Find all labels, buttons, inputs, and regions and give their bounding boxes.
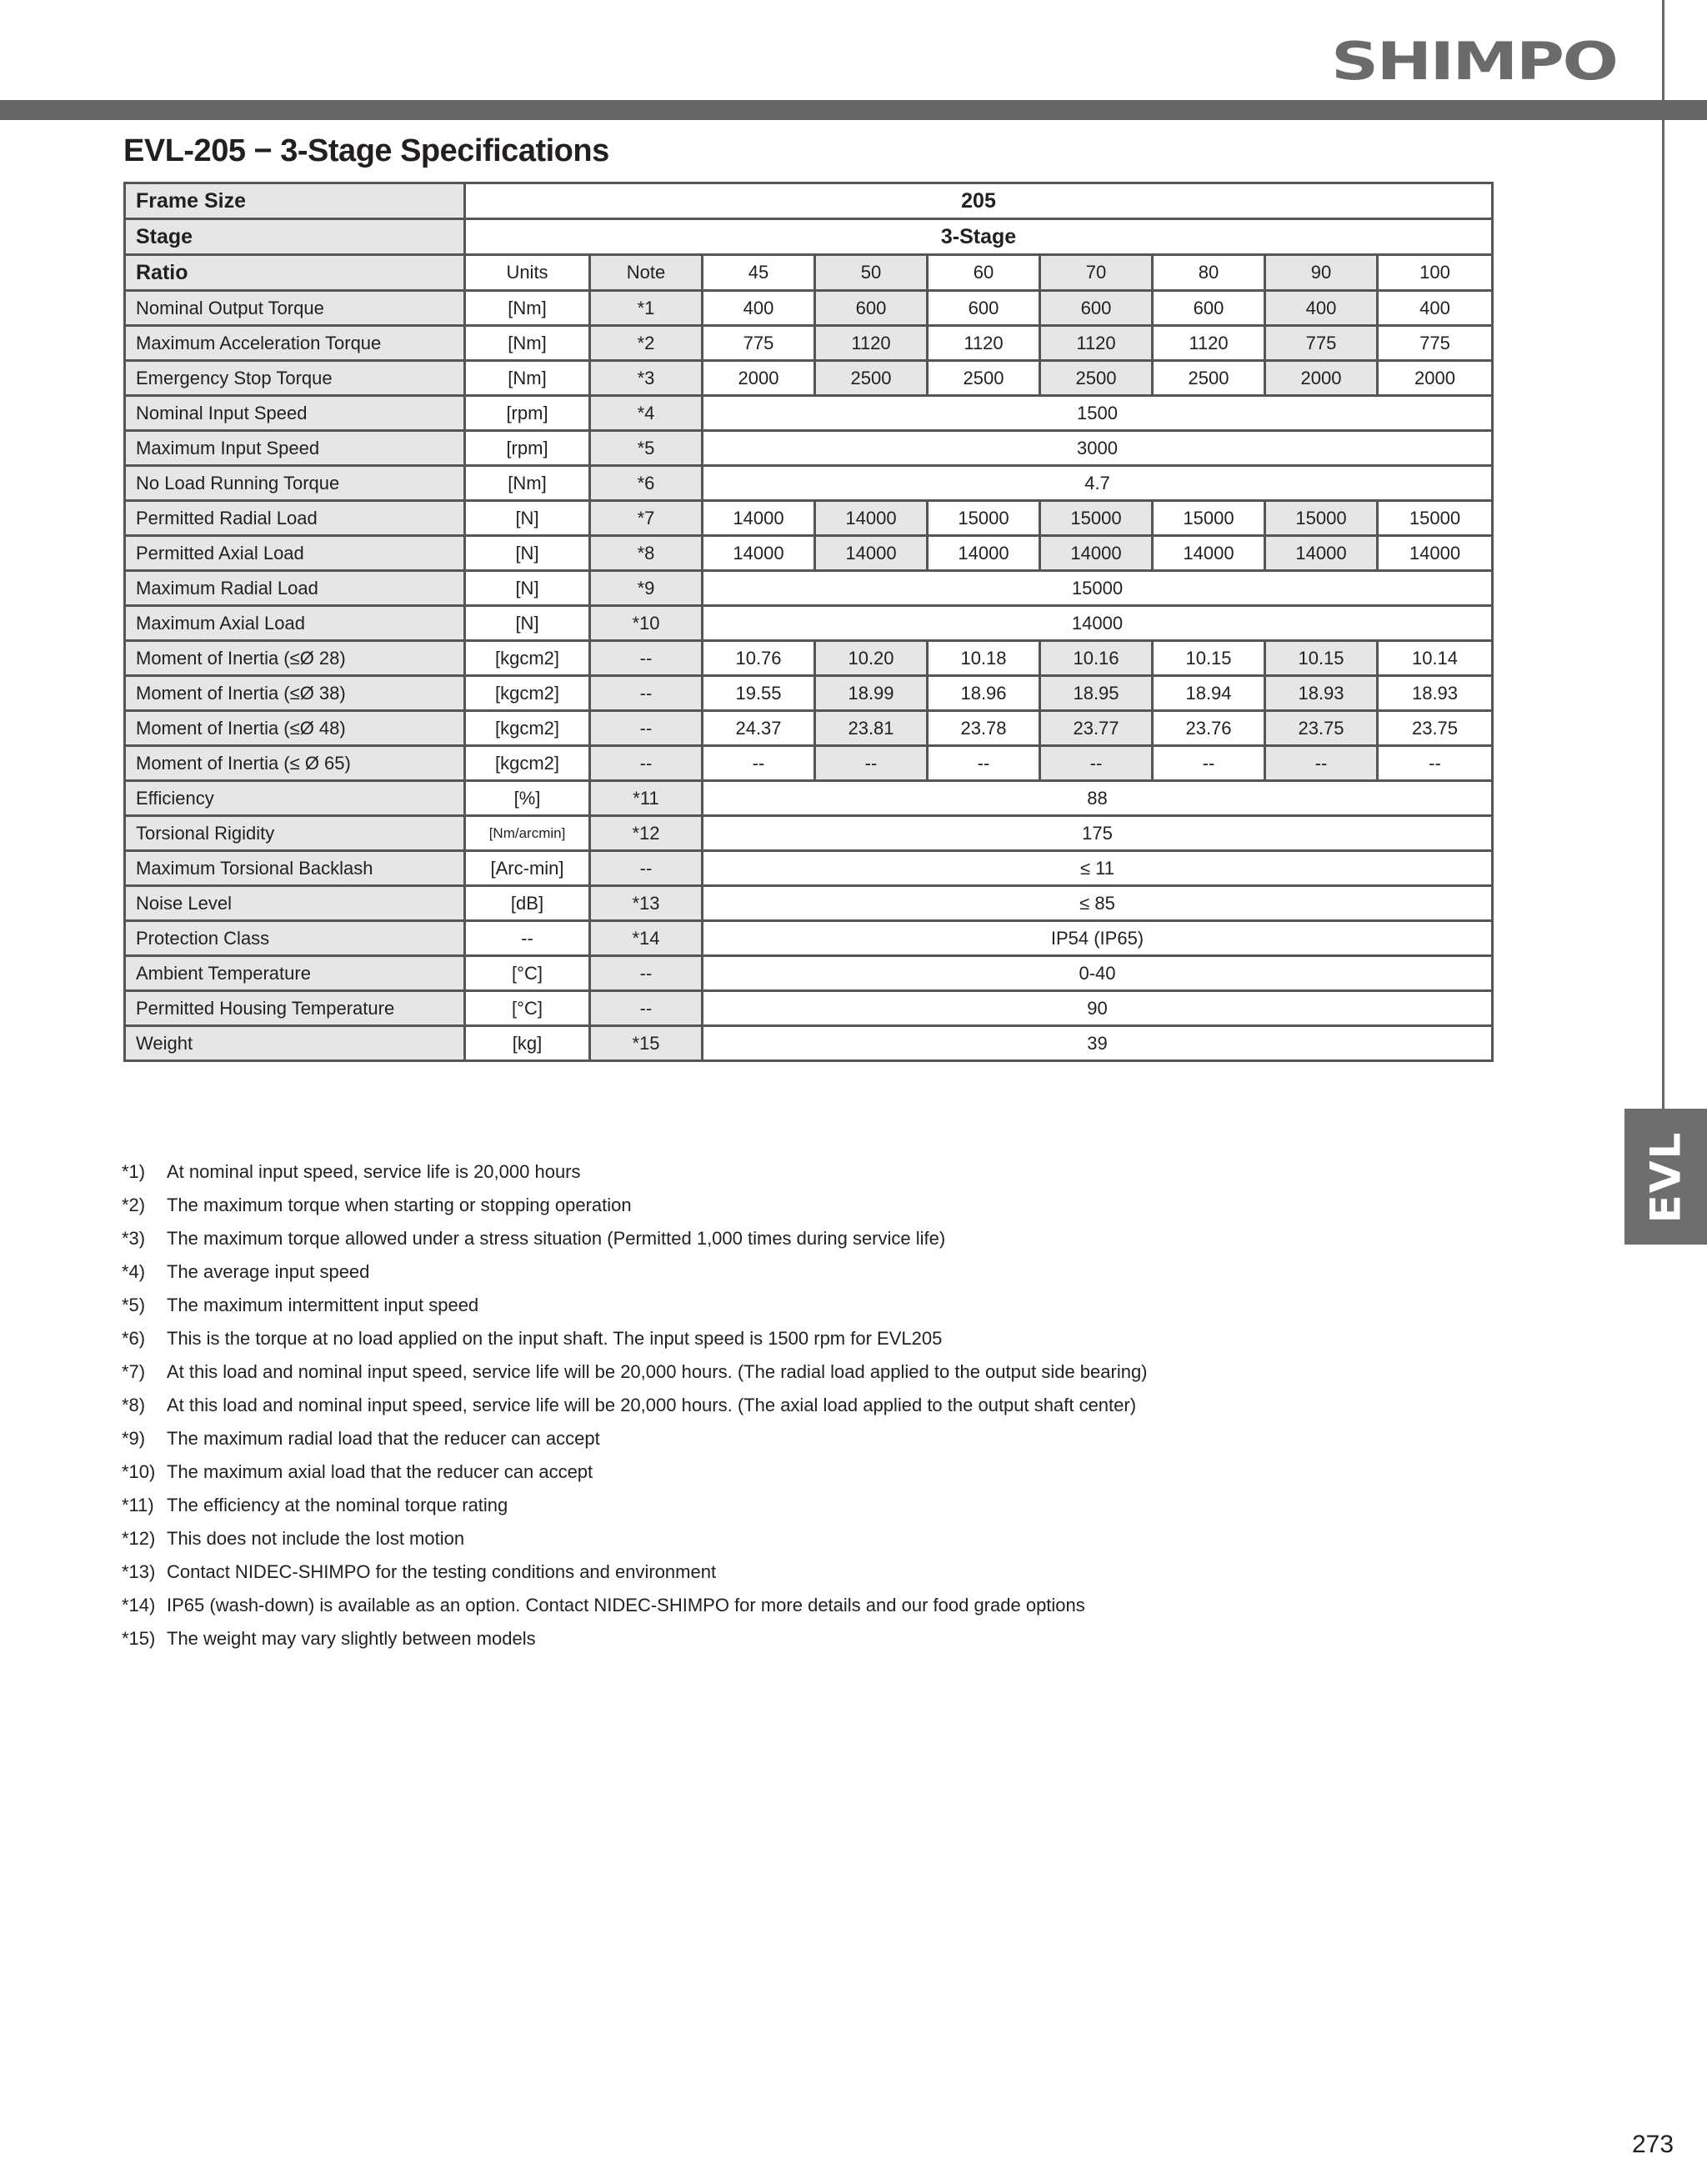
- spec-row: [125, 501, 1493, 536]
- footnote-text: The maximum torque when starting or stopping operation: [167, 1195, 632, 1215]
- spec-value: 15000: [1378, 501, 1493, 536]
- page-number: 273: [1632, 2131, 1674, 2158]
- footnote: [122, 1389, 1148, 1422]
- spec-label: Protection Class: [125, 921, 465, 956]
- footnote: [122, 1289, 1148, 1322]
- spec-value: 1120: [815, 326, 928, 361]
- spec-label: Moment of Inertia (≤ Ø 65): [125, 746, 465, 781]
- spec-label: Maximum Input Speed: [125, 431, 465, 466]
- spec-value: 2000: [1265, 361, 1378, 396]
- spec-value: 18.93: [1265, 676, 1378, 711]
- spec-value: --: [1378, 746, 1493, 781]
- spec-value: 15000: [928, 501, 1040, 536]
- spec-value-merged: 15000: [703, 571, 1493, 606]
- spec-value-merged: 88: [703, 781, 1493, 816]
- spec-value: 1120: [928, 326, 1040, 361]
- spec-value: 10.15: [1153, 641, 1265, 676]
- spec-row: [125, 1026, 1493, 1061]
- spec-value: 2500: [1040, 361, 1153, 396]
- spec-label: Ambient Temperature: [125, 956, 465, 991]
- spec-unit: [kgcm2]: [465, 676, 590, 711]
- footnote: [122, 1622, 1148, 1656]
- spec-row: [125, 606, 1493, 641]
- spec-value: 15000: [1153, 501, 1265, 536]
- footnote-text: At nominal input speed, service life is 20,000 hours: [167, 1161, 581, 1182]
- spec-value: 14000: [1040, 536, 1153, 571]
- spec-value: 775: [1265, 326, 1378, 361]
- spec-value: 10.16: [1040, 641, 1153, 676]
- spec-value: 14000: [928, 536, 1040, 571]
- spec-value: 14000: [703, 536, 815, 571]
- spec-row: [125, 536, 1493, 571]
- footnote: [122, 1222, 1148, 1255]
- spec-note: --: [590, 676, 703, 711]
- spec-unit: [N]: [465, 501, 590, 536]
- spec-label: Maximum Acceleration Torque: [125, 326, 465, 361]
- footnote-mark: *9): [122, 1428, 146, 1449]
- spec-label: Maximum Torsional Backlash: [125, 851, 465, 886]
- stage-label: Stage: [125, 219, 465, 255]
- footnote-text: Contact NIDEC-SHIMPO for the testing conditions and environment: [167, 1561, 717, 1582]
- spec-value: 400: [1378, 291, 1493, 326]
- spec-note: *7: [590, 501, 703, 536]
- footnote: [122, 1522, 1148, 1555]
- spec-row: [125, 851, 1493, 886]
- note-header: Note: [590, 255, 703, 291]
- footnote: [122, 1155, 1148, 1189]
- footnote-mark: *14): [122, 1595, 156, 1615]
- spec-value: 2500: [815, 361, 928, 396]
- spec-value: 14000: [1153, 536, 1265, 571]
- spec-value: 19.55: [703, 676, 815, 711]
- spec-unit: [kg]: [465, 1026, 590, 1061]
- spec-unit: [kgcm2]: [465, 711, 590, 746]
- spec-label: Maximum Radial Load: [125, 571, 465, 606]
- ratio-cell: 60: [928, 255, 1040, 291]
- spec-label: Emergency Stop Torque: [125, 361, 465, 396]
- spec-value: 15000: [1265, 501, 1378, 536]
- spec-value-merged: 1500: [703, 396, 1493, 431]
- spec-row: [125, 571, 1493, 606]
- footnote: [122, 1255, 1148, 1289]
- footnotes: [122, 1155, 1148, 1656]
- spec-unit: [dB]: [465, 886, 590, 921]
- spec-unit: [N]: [465, 606, 590, 641]
- spec-note: --: [590, 641, 703, 676]
- spec-value: 600: [1153, 291, 1265, 326]
- spec-value: 1120: [1153, 326, 1265, 361]
- spec-unit: [N]: [465, 571, 590, 606]
- spec-value: 10.14: [1378, 641, 1493, 676]
- spec-unit: [rpm]: [465, 431, 590, 466]
- footnote: [122, 1355, 1148, 1389]
- spec-label: Permitted Housing Temperature: [125, 991, 465, 1026]
- ratio-row: [125, 255, 1493, 291]
- footnote-text: At this load and nominal input speed, service life will be 20,000 hours. (The axial load applied to the output shaft center): [167, 1395, 1137, 1415]
- footnote-mark: *13): [122, 1561, 156, 1582]
- spec-note: --: [590, 746, 703, 781]
- spec-value: --: [1040, 746, 1153, 781]
- spec-note: --: [590, 956, 703, 991]
- spec-label: Nominal Output Torque: [125, 291, 465, 326]
- spec-row: [125, 816, 1493, 851]
- spec-unit: [Nm]: [465, 466, 590, 501]
- spec-row: [125, 361, 1493, 396]
- frame-size-row: [125, 183, 1493, 219]
- ratio-label: Ratio: [125, 255, 465, 291]
- spec-unit: [°C]: [465, 956, 590, 991]
- spec-value: 14000: [703, 501, 815, 536]
- spec-note: *8: [590, 536, 703, 571]
- spec-value-merged: 14000: [703, 606, 1493, 641]
- spec-value: 23.77: [1040, 711, 1153, 746]
- spec-value: 14000: [1265, 536, 1378, 571]
- spec-label: Torsional Rigidity: [125, 816, 465, 851]
- side-rule: [1662, 0, 1664, 1109]
- spec-value: 18.96: [928, 676, 1040, 711]
- ratio-cell: 50: [815, 255, 928, 291]
- spec-row: [125, 466, 1493, 501]
- footnote-text: The maximum radial load that the reducer can accept: [167, 1428, 600, 1449]
- footnote: [122, 1422, 1148, 1455]
- spec-value-merged: 4.7: [703, 466, 1493, 501]
- footnote-text: The weight may vary slightly between models: [167, 1628, 536, 1649]
- spec-value: --: [1153, 746, 1265, 781]
- footnote: [122, 1555, 1148, 1589]
- spec-row: [125, 396, 1493, 431]
- spec-note: *10: [590, 606, 703, 641]
- footnote-mark: *12): [122, 1528, 156, 1549]
- spec-value-merged: 39: [703, 1026, 1493, 1061]
- footnote-text: This is the torque at no load applied on the input shaft. The input speed is 1500 rpm for EVL205: [167, 1328, 943, 1349]
- spec-value: --: [1265, 746, 1378, 781]
- spec-note: *11: [590, 781, 703, 816]
- spec-label: Moment of Inertia (≤Ø 28): [125, 641, 465, 676]
- spec-value-merged: 0-40: [703, 956, 1493, 991]
- ratio-cell: 90: [1265, 255, 1378, 291]
- spec-value-merged: ≤ 11: [703, 851, 1493, 886]
- spec-value-merged: 90: [703, 991, 1493, 1026]
- spec-value-merged: ≤ 85: [703, 886, 1493, 921]
- spec-value: 2500: [928, 361, 1040, 396]
- footnote-text: The maximum torque allowed under a stress situation (Permitted 1,000 times during service life): [167, 1228, 946, 1249]
- spec-value: 600: [1040, 291, 1153, 326]
- spec-value: --: [703, 746, 815, 781]
- frame-size-value: 205: [465, 183, 1493, 219]
- spec-note: *12: [590, 816, 703, 851]
- footnote-mark: *11): [122, 1495, 154, 1515]
- spec-row: [125, 676, 1493, 711]
- footnote-text: The maximum intermittent input speed: [167, 1295, 479, 1315]
- spec-value: 23.81: [815, 711, 928, 746]
- spec-label: Noise Level: [125, 886, 465, 921]
- spec-note: *13: [590, 886, 703, 921]
- spec-label: Permitted Radial Load: [125, 501, 465, 536]
- spec-unit: [°C]: [465, 991, 590, 1026]
- ratio-cell: 45: [703, 255, 815, 291]
- spec-value: 10.76: [703, 641, 815, 676]
- spec-unit: [N]: [465, 536, 590, 571]
- spec-value: 15000: [1040, 501, 1153, 536]
- stage-row: [125, 219, 1493, 255]
- spec-value: 2000: [703, 361, 815, 396]
- spec-unit: [Nm]: [465, 291, 590, 326]
- spec-unit: [Nm]: [465, 326, 590, 361]
- footnote-mark: *8): [122, 1395, 146, 1415]
- footnote-mark: *3): [122, 1228, 146, 1249]
- spec-value: 2000: [1378, 361, 1493, 396]
- footnote-mark: *2): [122, 1195, 146, 1215]
- spec-unit: [kgcm2]: [465, 746, 590, 781]
- spec-value: 600: [928, 291, 1040, 326]
- spec-value: --: [815, 746, 928, 781]
- footnote-text: The average input speed: [167, 1261, 370, 1282]
- spec-value: 18.94: [1153, 676, 1265, 711]
- spec-value: 2500: [1153, 361, 1265, 396]
- spec-label: Nominal Input Speed: [125, 396, 465, 431]
- spec-row: [125, 291, 1493, 326]
- spec-label: Permitted Axial Load: [125, 536, 465, 571]
- spec-label: Maximum Axial Load: [125, 606, 465, 641]
- spec-value: 775: [703, 326, 815, 361]
- spec-row: [125, 781, 1493, 816]
- spec-value: 14000: [815, 501, 928, 536]
- spec-unit: [rpm]: [465, 396, 590, 431]
- spec-row: [125, 431, 1493, 466]
- spec-note: *15: [590, 1026, 703, 1061]
- spec-note: --: [590, 991, 703, 1026]
- spec-value: 23.75: [1378, 711, 1493, 746]
- spec-label: Efficiency: [125, 781, 465, 816]
- spec-note: *4: [590, 396, 703, 431]
- spec-note: *1: [590, 291, 703, 326]
- spec-unit: [Arc-min]: [465, 851, 590, 886]
- spec-unit: --: [465, 921, 590, 956]
- spec-unit: [Nm]: [465, 361, 590, 396]
- shimpo-logo: SHIMPO: [1331, 31, 1617, 92]
- footnote: [122, 1489, 1148, 1522]
- footnote-mark: *1): [122, 1161, 146, 1182]
- spec-row: [125, 991, 1493, 1026]
- spec-label: Moment of Inertia (≤Ø 48): [125, 711, 465, 746]
- ratio-cell: 80: [1153, 255, 1265, 291]
- units-header: Units: [465, 255, 590, 291]
- ratio-cell: 100: [1378, 255, 1493, 291]
- footnote-text: The efficiency at the nominal torque rating: [167, 1495, 508, 1515]
- footnote-mark: *15): [122, 1628, 156, 1649]
- spec-unit: [Nm/arcmin]: [465, 816, 590, 851]
- spec-label: Weight: [125, 1026, 465, 1061]
- footnote-mark: *6): [122, 1328, 146, 1349]
- section-tab: [1624, 1109, 1707, 1245]
- spec-value: 10.18: [928, 641, 1040, 676]
- spec-note: *6: [590, 466, 703, 501]
- frame-size-label: Frame Size: [125, 183, 465, 219]
- spec-row: [125, 886, 1493, 921]
- spec-value-merged: 3000: [703, 431, 1493, 466]
- footnote: [122, 1455, 1148, 1489]
- spec-unit: [kgcm2]: [465, 641, 590, 676]
- spec-note: *3: [590, 361, 703, 396]
- footnote-text: At this load and nominal input speed, service life will be 20,000 hours. (The radial load applied to the output side bearing): [167, 1361, 1148, 1382]
- ratio-cell: 70: [1040, 255, 1153, 291]
- spec-value: 23.76: [1153, 711, 1265, 746]
- header-bar: [0, 100, 1707, 120]
- spec-note: --: [590, 851, 703, 886]
- spec-value-merged: IP54 (IP65): [703, 921, 1493, 956]
- spec-label: No Load Running Torque: [125, 466, 465, 501]
- footnote-text: The maximum axial load that the reducer can accept: [167, 1461, 593, 1482]
- spec-row: [125, 326, 1493, 361]
- spec-row: [125, 956, 1493, 991]
- footnote-text: This does not include the lost motion: [167, 1528, 465, 1549]
- footnote: [122, 1589, 1148, 1622]
- spec-value: --: [928, 746, 1040, 781]
- spec-row: [125, 641, 1493, 676]
- spec-row: [125, 711, 1493, 746]
- spec-value: 10.20: [815, 641, 928, 676]
- spec-value: 10.15: [1265, 641, 1378, 676]
- footnote-mark: *7): [122, 1361, 146, 1382]
- footnote-mark: *10): [122, 1461, 156, 1482]
- spec-row: [125, 746, 1493, 781]
- spec-note: *14: [590, 921, 703, 956]
- spec-value-merged: 175: [703, 816, 1493, 851]
- spec-label: Moment of Inertia (≤Ø 38): [125, 676, 465, 711]
- spec-value: 23.75: [1265, 711, 1378, 746]
- spec-unit: [%]: [465, 781, 590, 816]
- spec-note: *5: [590, 431, 703, 466]
- spec-note: *2: [590, 326, 703, 361]
- spec-table: [123, 182, 1494, 1062]
- spec-value: 23.78: [928, 711, 1040, 746]
- page-title: EVL-205 − 3-Stage Specifications: [123, 133, 609, 168]
- spec-value: 775: [1378, 326, 1493, 361]
- spec-note: *9: [590, 571, 703, 606]
- stage-value: 3-Stage: [465, 219, 1493, 255]
- spec-value: 18.95: [1040, 676, 1153, 711]
- spec-note: --: [590, 711, 703, 746]
- spec-value: 400: [1265, 291, 1378, 326]
- spec-row: [125, 921, 1493, 956]
- footnote-text: IP65 (wash-down) is available as an option. Contact NIDEC-SHIMPO for more details and our food grade options: [167, 1595, 1085, 1615]
- footnote: [122, 1189, 1148, 1222]
- spec-value: 14000: [815, 536, 928, 571]
- spec-value: 600: [815, 291, 928, 326]
- spec-value: 14000: [1378, 536, 1493, 571]
- spec-value: 18.99: [815, 676, 928, 711]
- spec-value: 24.37: [703, 711, 815, 746]
- spec-value: 1120: [1040, 326, 1153, 361]
- spec-value: 400: [703, 291, 815, 326]
- section-tab-label: EVL: [1641, 1130, 1690, 1223]
- footnote: [122, 1322, 1148, 1355]
- footnote-mark: *4): [122, 1261, 146, 1282]
- spec-value: 18.93: [1378, 676, 1493, 711]
- footnote-mark: *5): [122, 1295, 146, 1315]
